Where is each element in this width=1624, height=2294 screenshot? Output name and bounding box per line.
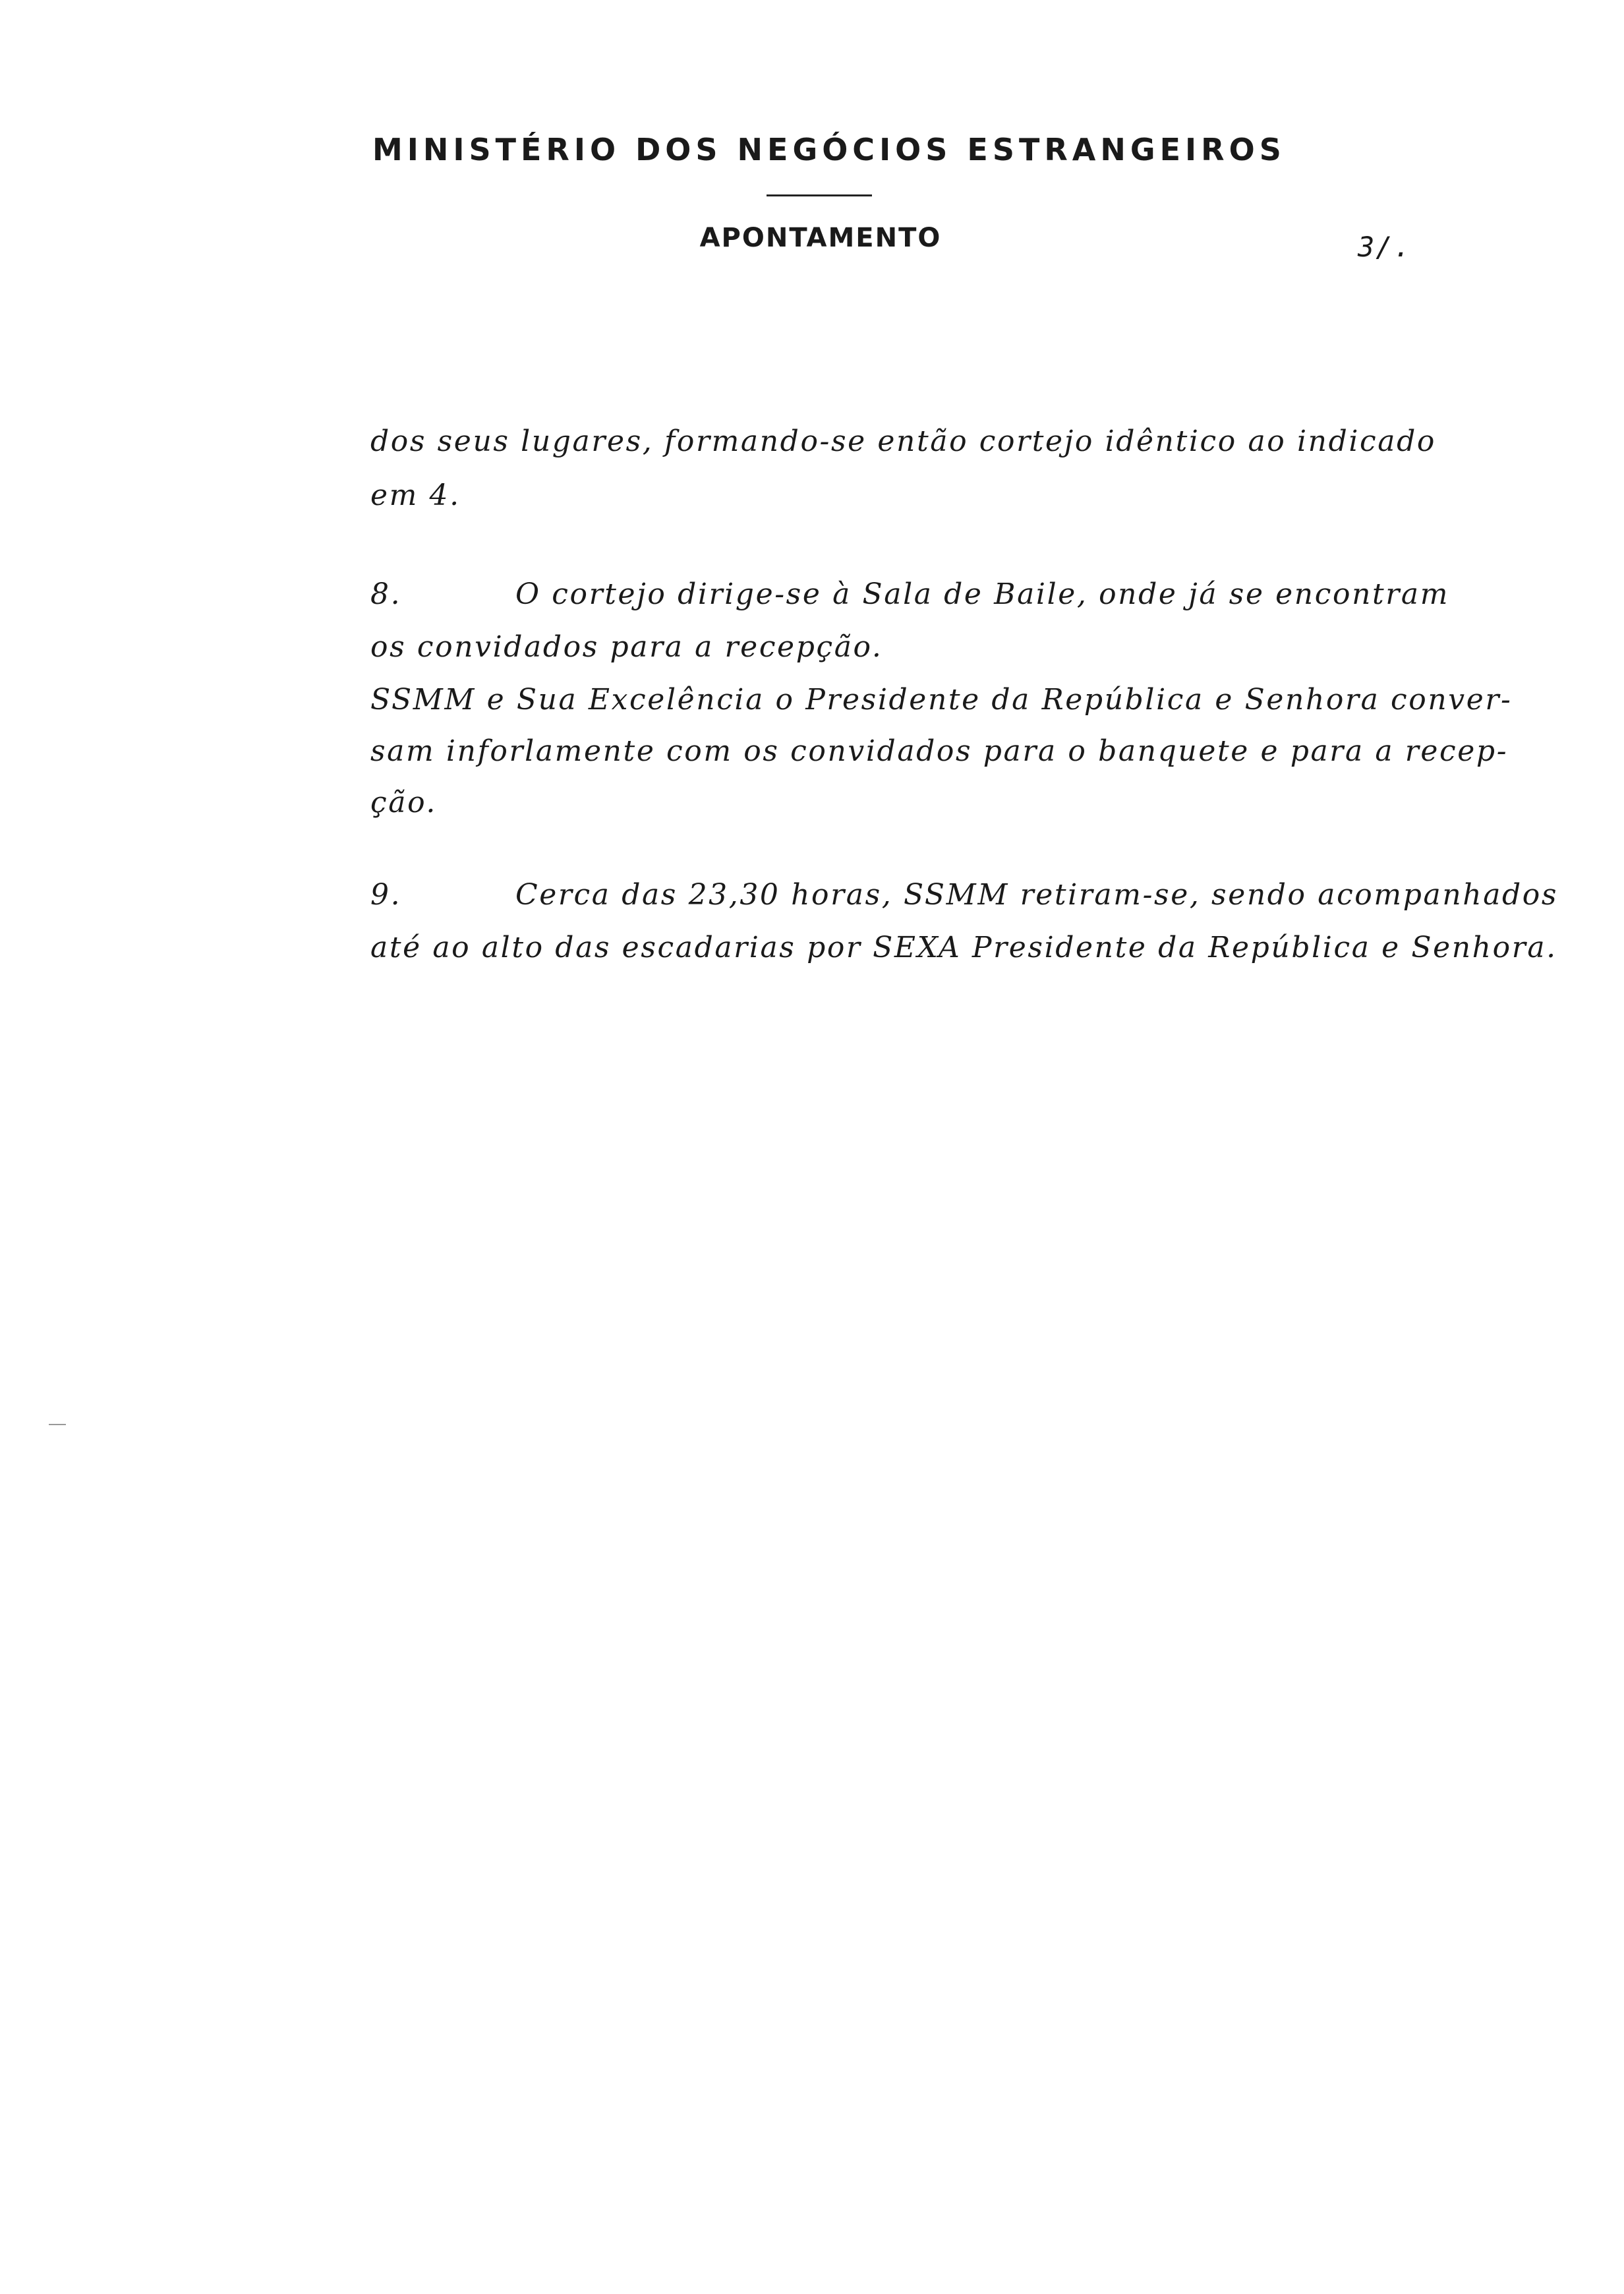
document-type-title: APONTAMENTO [699, 223, 942, 253]
body-line: O cortejo dirige-se à Sala de Baile, onde já se encontram [515, 577, 1450, 611]
body-line: sam inforlamente com os convidados para o banquete e para a recep- [370, 734, 1509, 768]
body-line: os convidados para a recepção. [370, 630, 883, 664]
paragraph-number: 8. [370, 577, 402, 611]
body-line: ção. [370, 786, 437, 819]
body-line: Cerca das 23,30 horas, SSMM retiram-se, sendo acompanhados [515, 878, 1559, 912]
page-number: 3/. [1358, 231, 1412, 263]
body-line: SSMM e Sua Excelência o Presidente da República e Senhora conver- [370, 683, 1513, 717]
paragraph-number: 9. [370, 878, 402, 912]
ministry-header: MINISTÉRIO DOS NEGÓCIOS ESTRANGEIROS [372, 132, 1286, 167]
paragraph-9 [370, 878, 1559, 912]
scan-speck [49, 1424, 66, 1425]
paragraph-8 [370, 577, 1450, 611]
header-divider [767, 194, 872, 196]
body-line: até ao alto das escadarias por SEXA Presidente da República e Senhora. [370, 931, 1557, 964]
body-line: em 4. [370, 479, 461, 512]
body-line: dos seus lugares, formando-se então cortejo idêntico ao indicado [370, 425, 1436, 458]
